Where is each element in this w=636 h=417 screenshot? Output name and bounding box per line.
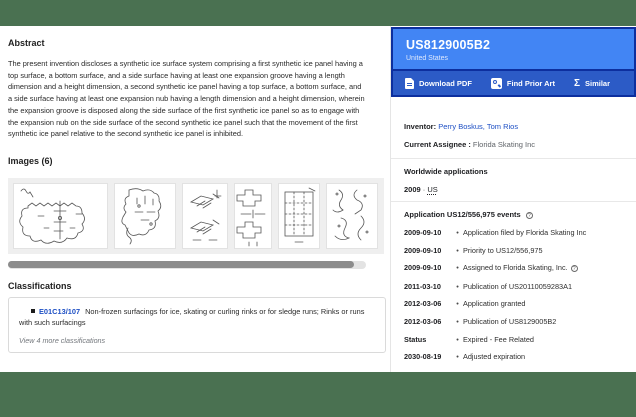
classification-box [8,297,386,353]
event-date: 2030-08-19 [404,352,442,362]
event-row [404,247,628,255]
event-row [404,264,628,272]
patent-header [393,29,634,69]
event-row-status [404,336,628,344]
patent-drawing-5 [279,184,319,248]
status-label: Status [404,334,427,344]
patent-drawing-6 [327,184,377,248]
help-icon[interactable]: ? [572,266,576,273]
thumbnail-scrollbar-track[interactable] [8,261,366,269]
figure-thumbnail-4[interactable] [234,183,272,249]
bullet-icon: • [456,281,459,291]
bullet-icon: • [456,352,459,362]
event-text-value: Assigned to Florida Skating, Inc. [463,263,568,273]
images-heading: Images (6) [8,155,53,166]
figure-thumbnail-5[interactable] [278,183,320,249]
event-date: 2009-09-10 [404,245,442,255]
patent-number: US8129005B2 [406,38,491,52]
event-row [404,229,628,237]
status-value: Expired - Fee Related [463,334,534,344]
patent-metadata [391,112,636,371]
figure-thumbnail-2[interactable] [114,183,176,249]
event-date: 2011-03-10 [404,281,441,291]
event-date: 2012-03-06 [404,299,442,309]
event-text: Publication of US8129005B2 [463,316,557,326]
find-prior-art-icon [491,78,502,89]
event-text [463,264,628,272]
help-icon[interactable]: ? [527,213,531,219]
patent-drawing-2 [115,184,175,248]
download-pdf-icon [405,78,414,89]
patent-header-block [391,27,636,97]
similar-sigma-icon: Σ [573,77,580,89]
worldwide-country-link[interactable]: US [427,185,438,194]
similar-label: Similar [585,78,611,88]
classification-entry [19,306,375,329]
inventor-row [404,122,628,131]
classification-bullet-icon [31,309,35,313]
patent-action-toolbar [393,69,634,95]
event-row [404,283,628,291]
find-prior-art-label: Find Prior Art [506,78,555,88]
similar-button[interactable] [574,78,610,89]
find-prior-art-button[interactable] [491,78,555,89]
event-text: Application filed by Florida Skating Inc [463,228,587,237]
download-pdf-button[interactable] [405,78,472,89]
thumbnail-scrollbar-thumb[interactable] [8,261,354,268]
figure-thumbnail-3[interactable] [182,183,228,249]
classification-code-link[interactable]: E01C13/107 [39,306,81,316]
abstract-text: The present invention discloses a synthetic ice surface system comprising a first synthetic ice panel having a top surface, a bottom surface, and a side surface having at least one expansion groove having a length dimension and a height dimension, a second synthetic ice panel having a top surface, a bottom surface, and a side surface having at least one expansion nub having a length dimension and a height dimension, wherein the expansion groove is disposed along the side surface of the first synthetic ice panel so as to engage with the expansion nub on the side surface of the second synthetic ice panel such that the movement of the first synthetic ice panel relative to the second synthetic ice panel is inhibited. [8,59,365,139]
event-date: 2009-09-10 [404,263,442,273]
inventor-links[interactable]: Perry Boskus, Tom Rios [438,122,519,131]
panel-divider [391,158,636,159]
event-row [404,353,628,361]
application-events-title: Application US12/556,975 events [404,210,521,219]
event-text: Priority to US12/556,975 [463,245,543,255]
patent-drawing-3 [183,184,227,248]
top-green-bar [0,0,636,26]
abstract-heading: Abstract [8,38,45,48]
worldwide-year: 2009 [404,185,421,194]
worldwide-year-row [404,185,628,194]
classification-description: Non-frozen surfacings for ice, skating or curling rinks or for sledge runs; Rinks or runs with such surfacings [19,306,365,328]
patent-drawing-1 [14,184,107,248]
application-events-heading [404,210,628,219]
bullet-icon: • [456,228,459,237]
worldwide-separator: · [422,185,426,194]
download-pdf-label: Download PDF [419,78,472,88]
bullet-icon: • [456,316,459,326]
worldwide-applications-heading: Worldwide applications [404,167,488,176]
inventor-label: Inventor: [404,122,437,131]
patent-detail-column [0,26,390,372]
assignee-label: Current Assignee : [404,140,471,149]
event-row [404,300,628,308]
event-row [404,318,628,326]
event-text: Adjusted expiration [463,352,526,362]
patent-country: United States [406,55,449,62]
figure-thumbnail-6[interactable] [326,183,378,249]
bullet-icon: • [456,263,459,273]
patent-drawing-4 [235,184,271,248]
figure-thumbnail-strip [8,178,384,254]
event-date: 2009-09-10 [404,228,442,237]
bullet-icon: • [456,245,459,255]
assignee-row [404,140,628,149]
bottom-green-bar [0,372,636,417]
assignee-value: Florida Skating Inc [472,140,536,149]
event-date: 2012-03-06 [404,316,442,326]
event-text: Publication of US20110059283A1 [463,281,572,291]
panel-divider [391,201,636,202]
classifications-heading: Classifications [8,280,72,291]
bullet-icon: • [456,299,459,309]
patent-summary-panel [390,26,636,372]
event-text: Application granted [463,299,526,309]
figure-thumbnail-1[interactable] [13,183,108,249]
view-more-classifications-link[interactable]: View 4 more classifications [19,335,106,345]
bullet-icon: • [456,334,459,344]
